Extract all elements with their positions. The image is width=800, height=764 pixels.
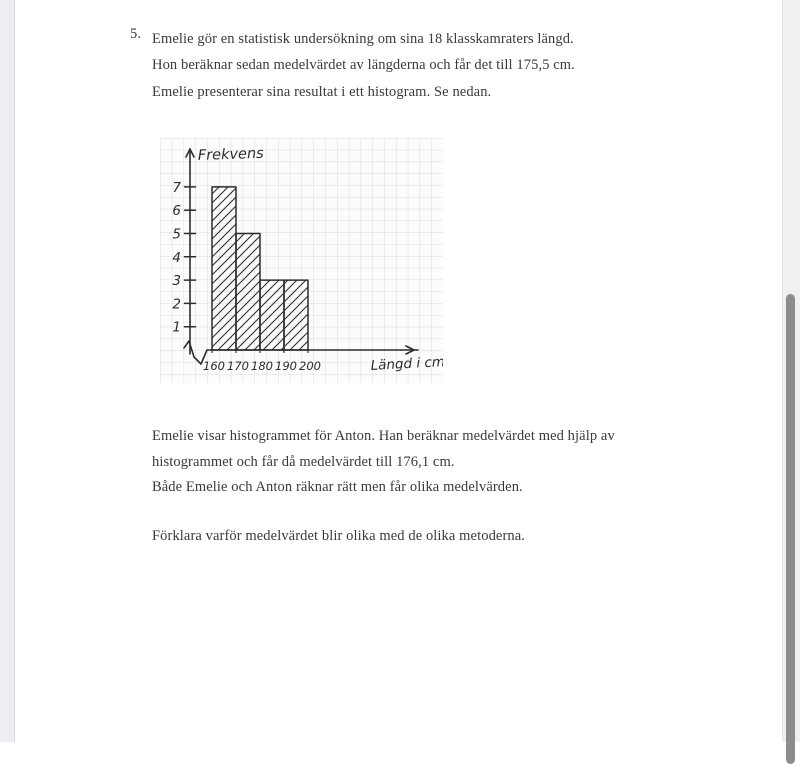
- histogram-bar: [212, 187, 236, 350]
- intro-line: Emelie presenterar sina resultat i ett histogram. Se nedan.: [152, 83, 492, 100]
- left-gutter: [0, 0, 15, 742]
- x-axis-title: Längd i cm: [370, 354, 443, 374]
- body-paragraph: [152, 424, 615, 501]
- scrollbar-thumb[interactable]: [786, 294, 795, 764]
- y-tick-label: 4: [172, 249, 181, 266]
- body-line: histogrammet och får då medelvärdet till 176,1 cm.: [152, 453, 455, 470]
- histogram-bar: [236, 234, 260, 351]
- y-tick-label: 7: [172, 179, 181, 196]
- x-tick-label: 170: [227, 359, 249, 373]
- intro-line: Hon beräknar sedan medelvärdet av längderna och får det till 175,5 cm.: [152, 57, 575, 74]
- y-tick-label: 5: [172, 226, 181, 243]
- x-tick-label: 200: [299, 359, 321, 373]
- histogram-bar: [260, 280, 284, 350]
- scrollbar-track[interactable]: [782, 0, 800, 742]
- y-axis-title: Frekvens: [197, 145, 264, 164]
- x-tick-label: 160: [203, 359, 225, 373]
- y-tick-label: 6: [172, 203, 181, 220]
- body-line: Emelie visar histogrammet för Anton. Han beräknar medelvärdet med hjälp av: [152, 428, 615, 444]
- problem-number: 5.: [130, 26, 142, 42]
- histogram-bar: [284, 280, 308, 350]
- x-tick-label: 190: [275, 359, 297, 373]
- y-tick-label: 2: [172, 296, 181, 313]
- intro-line: Emelie gör en statistisk undersökning om sina 18 klasskamraters längd.: [152, 31, 574, 47]
- body-line: Både Emelie och Anton räknar rätt men får olika medelvärden.: [152, 479, 523, 496]
- question-line: Förklara varför medelvärdet blir olika med de olika metoderna.: [152, 528, 525, 544]
- y-tick-label: 3: [172, 273, 181, 290]
- histogram-figure: [160, 138, 443, 383]
- y-tick-label: 1: [172, 319, 181, 336]
- intro-paragraph: [152, 26, 575, 105]
- histogram-svg: [160, 138, 443, 383]
- x-tick-label: 180: [251, 359, 273, 373]
